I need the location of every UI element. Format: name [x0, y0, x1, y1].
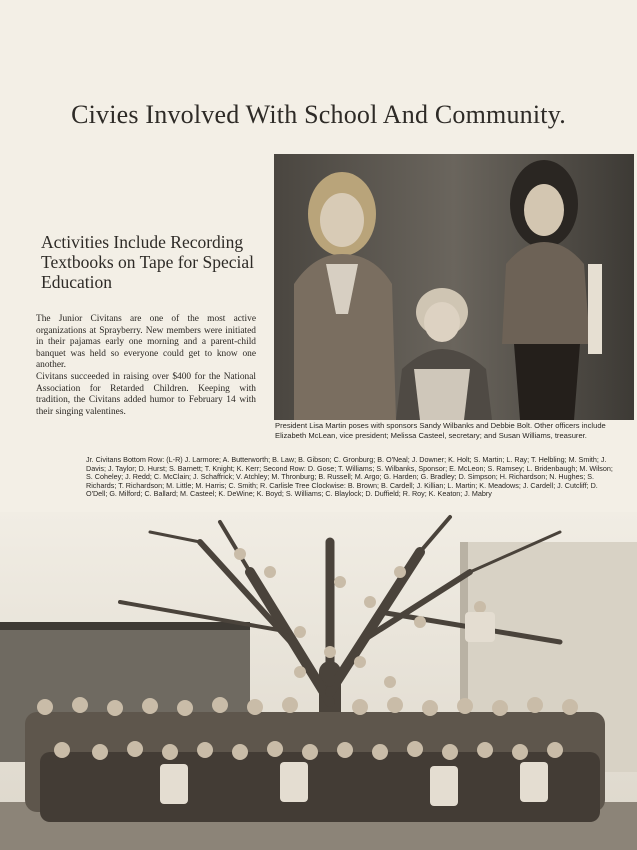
article-subhead: Activities Include Recording Textbooks on Tape for Special Education: [41, 232, 255, 292]
article-body: [36, 314, 256, 418]
group-photo: [0, 512, 637, 850]
officers-caption: President Lisa Martin poses with sponsors Sandy Wilbanks and Debbie Bolt. Other officers include Elizabeth McLean, vice president; Melissa Casteel, secretary; and Susan Williams, treasurer.: [275, 421, 606, 440]
page-title: Civies Involved With School And Community.: [71, 100, 566, 129]
body-paragraph: The Junior Civitans are one of the most active organizations at Sprayberry. New members were initiated in their pajamas early one morning and a parent-child banquet was held so everyone could get to know one another.: [36, 314, 256, 371]
body-paragraph: Civitans succeeded in raising over $400 for the National Association for Retarded Children. Keeping with tradition, the Civitans added humor to February 14 with their singing valentines.: [36, 371, 256, 417]
officers-photo: [274, 154, 634, 420]
group-caption: Jr. Civitans Bottom Row: (L-R) J. Larmore; A. Butterworth; B. Law; B. Gibson; C. Gronburg; B. O'Neal; J. Downer; K. Holt; S. Martin; L. Ray; T. Helbling; M. Smith; J. Davis; J. Taylor; D. Hurst; S. Barnett; T. Knight; K. Kerr; Second Row: D. Gose; T. Williams; S. Wilbanks, Sponsor; E. McLeon; S. Ramsey; L. Bridenbaugh; M. Wilson; S. Coheley; J. Redd; C. McClain; J. Schaffrick; V. Atchley; M. Thronburg; B. Russell; M. Argo; G. Harden; G. Bradley; D. Simpson; H. Richardson; N. Hughes; S. Richards; T. Richardson; M. Little; M. Harris; C. Smith; R. Carlisle Tree Clockwise: B. Brown; B. Cardell; J. Killian; L. Martin; K. Meadows; J. Cardell; J. Cutcliff; D. O'Dell; G. Milford; C. Ballard; M. Casteel; K. DeWine; K. Boyd; S. Williams; C. Blaylock; D. Duffield; R. Roy; K. Keaton; J. Mabry: [86, 455, 613, 499]
